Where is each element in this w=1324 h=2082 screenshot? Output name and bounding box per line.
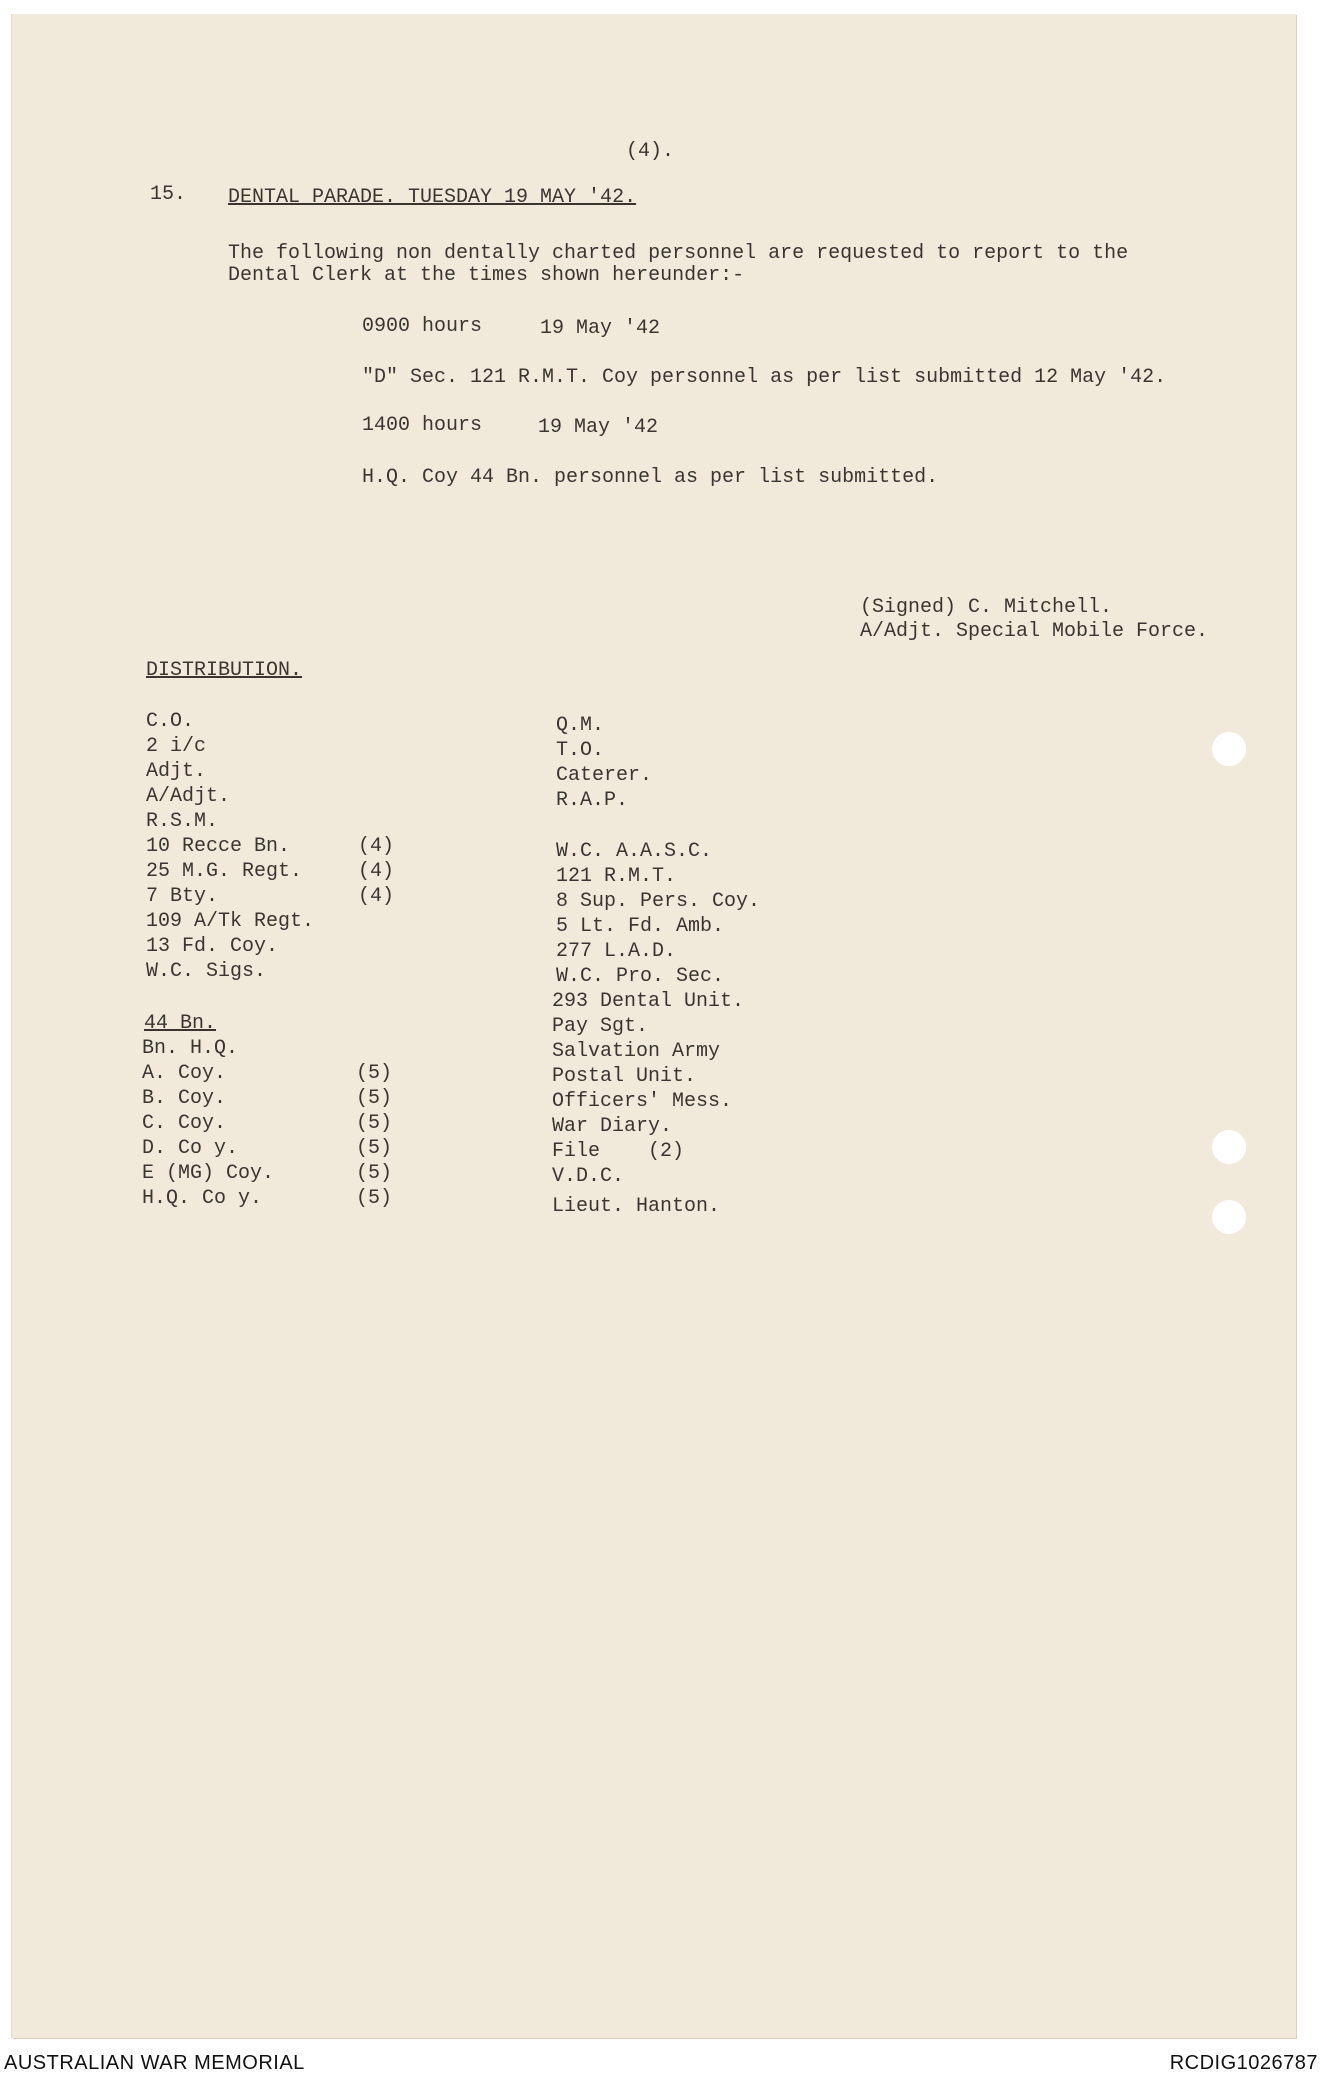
distribution-item: 5 Lt. Fd. Amb. [556,915,725,938]
distribution-item: 8 Sup. Pers. Coy. [556,890,761,913]
battalion-heading: 44 Bn. [144,1012,217,1035]
schedule-time: 0900 hours [362,315,483,338]
schedule-date: 19 May '42 [540,317,661,340]
distribution-count: (4) [358,885,395,908]
footer-credit: AUSTRALIAN WAR MEMORIAL [4,2052,305,2074]
distribution-item: Salvation Army [552,1040,721,1063]
distribution-item: A/Adjt. [146,785,231,808]
distribution-item: 7 Bty. [146,885,219,908]
distribution-item: H.Q. Co y. [142,1187,263,1210]
distribution-item: Lieut. Hanton. [552,1195,721,1218]
distribution-item: 277 L.A.D. [556,940,677,963]
section-heading: DENTAL PARADE. TUESDAY 19 MAY '42. [228,186,637,209]
distribution-item: War Diary. [552,1115,673,1138]
intro-line: The following non dentally charted personnel are requested to report to the [228,242,1129,265]
distribution-item: D. Co y. [142,1137,239,1160]
distribution-item: 293 Dental Unit. [552,990,745,1013]
distribution-item: W.C. Sigs. [146,960,267,983]
distribution-item: R.S.M. [146,810,219,833]
intro-line: Dental Clerk at the times shown hereunder:- [228,264,745,287]
distribution-count: (5) [356,1087,393,1110]
punch-hole [1212,1200,1246,1234]
section-number: 15. [150,183,187,206]
distribution-heading: DISTRIBUTION. [146,659,303,682]
distribution-item: 13 Fd. Coy. [146,935,279,958]
distribution-item: Officers' Mess. [552,1090,733,1113]
distribution-count: (4) [358,835,395,858]
distribution-item: C. Coy. [142,1112,227,1135]
page-number: (4). [626,140,675,163]
schedule-detail: H.Q. Coy 44 Bn. personnel as per list submitted. [362,466,939,489]
distribution-item: File (2) [552,1140,685,1163]
distribution-count: (5) [356,1062,393,1085]
distribution-count: (5) [356,1162,393,1185]
distribution-item: 121 R.M.T. [556,865,677,888]
signature-title: A/Adjt. Special Mobile Force. [860,620,1209,643]
distribution-item: C.O. [146,710,195,733]
distribution-item: T.O. [556,739,605,762]
punch-hole [1212,1130,1246,1164]
distribution-item: 10 Recce Bn. [146,835,291,858]
distribution-count: (5) [356,1137,393,1160]
footer-id: RCDIG1026787 [1169,2052,1318,2074]
distribution-item: Caterer. [556,764,653,787]
distribution-count: (5) [356,1112,393,1135]
schedule-date: 19 May '42 [538,416,659,439]
signature-line: (Signed) C. Mitchell. [860,596,1113,619]
distribution-item: W.C. Pro. Sec. [556,965,725,988]
distribution-item: V.D.C. [552,1165,625,1188]
distribution-item: Bn. H.Q. [142,1037,239,1060]
distribution-item: 25 M.G. Regt. [146,860,303,883]
distribution-count: (5) [356,1187,393,1210]
distribution-item: Adjt. [146,760,207,783]
distribution-item: W.C. A.A.S.C. [556,840,713,863]
distribution-item: Q.M. [556,714,605,737]
punch-hole [1212,732,1246,766]
distribution-item: 109 A/Tk Regt. [146,910,315,933]
distribution-item: R.A.P. [556,789,629,812]
distribution-item: B. Coy. [142,1087,227,1110]
schedule-detail: "D" Sec. 121 R.M.T. Coy personnel as per list submitted 12 May '42. [362,366,1167,389]
distribution-item: Pay Sgt. [552,1015,649,1038]
schedule-time: 1400 hours [362,414,483,437]
distribution-item: 2 i/c [146,735,207,758]
distribution-item: A. Coy. [142,1062,227,1085]
distribution-count: (4) [358,860,395,883]
distribution-item: Postal Unit. [552,1065,697,1088]
distribution-item: E (MG) Coy. [142,1162,275,1185]
